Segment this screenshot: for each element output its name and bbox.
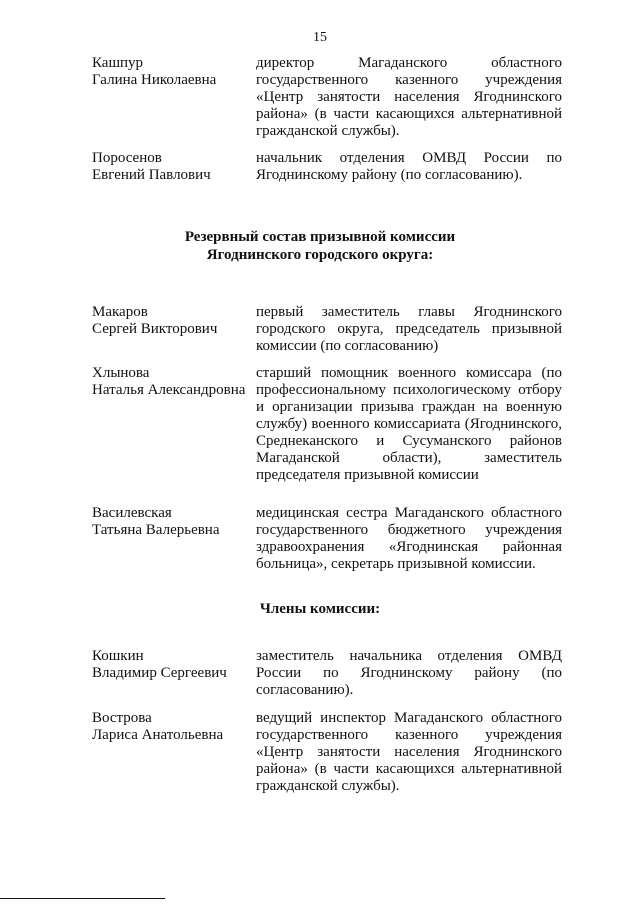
members-heading-text: Члены комиссии: [259,601,381,617]
reserve-heading-line1: Резервный состав призывной комиссии [184,229,456,245]
member-position: медицинская сестра Магаданского областного государственного бюджетного учреждения здравоохранения «Ягоднинская районная больница», секретарь призывной комиссии. [256,505,562,572]
member-given-names: Галина Николаевна [92,72,217,88]
member-name [92,365,252,399]
member-given-names: Сергей Викторович [92,321,218,337]
member-given-names: Евгений Павлович [92,167,211,183]
member-surname: Кашпур [92,55,144,71]
reserve-heading-line2: Ягоднинского городского округа: [206,247,434,263]
member-position: заместитель начальника отделения ОМВД России по Ягоднинскому району (по согласованию). [256,648,562,698]
member-given-names: Наталья Александровна [92,382,246,398]
member-name [92,505,252,539]
member-position: директор Магаданского областного государственного казенного учреждения «Центр занятости населения Ягоднинского района» (в части касающихся альтернативной гражданской службы). [256,55,562,139]
member-position: первый заместитель главы Ягоднинского городского округа, председатель призывной комиссии (по согласованию) [256,304,562,354]
member-given-names: Владимир Сергеевич [92,665,227,681]
member-surname: Хлынова [92,365,150,381]
member-surname: Вострова [92,710,152,726]
footnote-divider [0,898,165,899]
member-position: старший помощник военного комиссара (по профессиональному психологическому отбору и организации призыва граждан на военную службу) военного комиссариата (Ягоднинского, Среднеканского и Сусуманского районов Магаданской области), заместитель председателя призывной комиссии [256,365,562,483]
member-surname: Василевская [92,505,172,521]
member-name [92,150,252,184]
member-surname: Макаров [92,304,148,320]
reserve-heading [0,228,640,264]
member-given-names: Татьяна Валерьевна [92,522,220,538]
members-heading [0,600,640,618]
member-position: ведущий инспектор Магаданского областного государственного казенного учреждения «Центр занятости населения Ягоднинского района» (в части касающихся альтернативной гражданской службы). [256,710,562,794]
member-name [92,304,252,338]
member-position: начальник отделения ОМВД России по Ягоднинскому району (по согласованию). [256,150,562,183]
member-surname: Поросенов [92,150,162,166]
member-given-names: Лариса Анатольевна [92,727,224,743]
member-name [92,710,252,744]
member-surname: Кошкин [92,648,144,664]
member-name [92,55,252,89]
member-name [92,648,252,682]
page-number: 15 [313,30,327,45]
